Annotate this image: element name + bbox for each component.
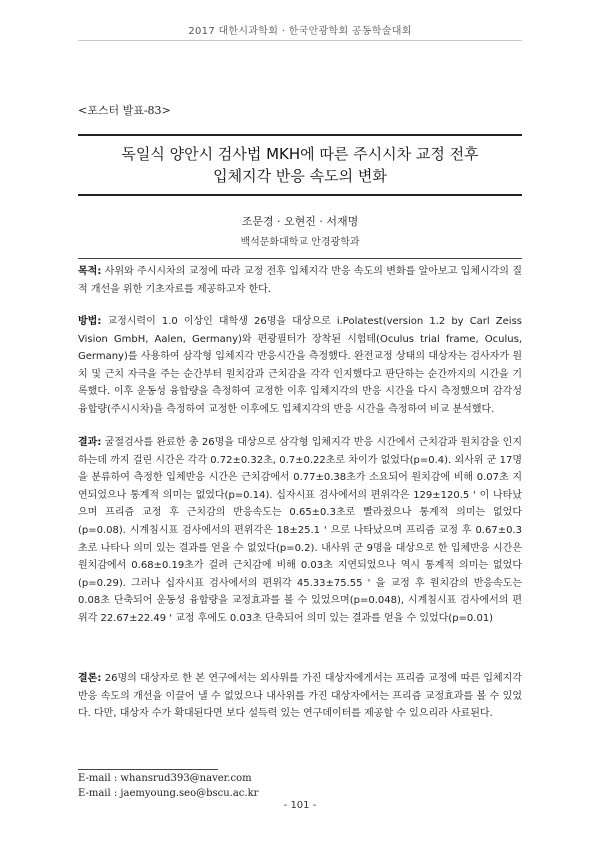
results-text: 굴절검사를 완료한 총 26명을 대상으로 삼각형 입체지각 반응 시간에서 근치감과 원치감을 인지하는데 까지 걸린 시간은 각각 0.72±0.32초, 0.7±0.22초로 차이가 없었다(p=0.4). 외사위 군 17명을 분류하여 측정한 입체반응 시간은 근치감에서 0.77±0.38초가 소요되어 원치감에 비해 0.07초 지연되었으나 통계적 의미는 없었다(p=0.14). 십자시표 검사에서의 편위각은 129±120.5 ' 이 나타났으며 프리즘 교정 후 근치감의 반응속도는 0.65±0.3초로 빨라졌으나 통계적 의미는 없었다(p=0.08). 시계침시표 검사에서의 편위각은 18±25.1 ' 으로 나타났으며 프리즘 교정 후 0.67±0.3초로 나타나 의미 있는 결과를 얻을 수 없었다(p=0.2). 내사위 군 9명을 대상으로 한 입체반응 시간은 원치감에서 0.68±0.19초가 걸려 근치감에 비해 0.03초 지연되었으나 역시 통계적 의미는 없었다(p=0.29). 그러나 십자시표 검사에서의 편위각 45.33±75.55 ' 을 교정 후 원치감의 반응속도는 0.08초 단축되어 운동성 융합량을 교정효과를 볼 수 있었으며(p=0.048), 시계침시표 검사에서의 편위각 22.67±22.49 ' 교정 후에도 0.03초 단축되어 의미 있는 결과를 얻을 수 있었다(p=0.01)	[78, 437, 522, 624]
conclusion-text: 26명의 대상자로 한 본 연구에서는 외사위를 가진 대상자에게서는 프리즘 교정에 따른 입체지각 반응 속도의 개선을 이끌어 낼 수 없었으나 내사위를 가진 대상자에서는 프리즘 교정효과를 볼 수 있었다. 다만, 대상자 수가 확대된다면 보다 설득력 있는 연구데이터를 제공할 수 있으리라 사료된다.	[78, 673, 522, 720]
affiliation: 백석문화대학교 안경광학과	[240, 237, 360, 248]
method-section	[78, 313, 522, 419]
page-number: - 101 -	[283, 800, 317, 811]
method-text: 교정시력이 1.0 이상인 대학생 26명을 대상으로 i.Polatest(version 1.2 by Carl Zeiss Vision GmbH, Aalen, Germany)와 편광필터가 장착된 시험테(Oculus trial frame, Oculus, Germany)를 사용하여 삼각형 입체지각 반응시간을 측정했다. 완전교정 상태의 대상자는 검사자가 원치 및 근치 자극을 주는 순간부터 원치감과 근치감을 각각 인지했다고 판단하는 순간까지의 시간을 기록했다. 이후 운동성 융합량을 측정하여 교정한 이후 입체지각의 반응 시간을 다시 측정했으며 감각성 융합량(주시시차)을 측정하여 교정한 이후에도 입체지각의 반응 시간을 측정하여 비교 분석했다.	[78, 316, 522, 415]
header-divider	[78, 40, 522, 41]
poster-tag: <포스터 발표-83>	[78, 104, 171, 117]
title-line-1: 독일식 양안시 검사법 MKH에 따른 주시시차 교정 전후	[121, 145, 479, 163]
email-1: E-mail : whansrud393@naver.com	[78, 773, 252, 784]
title-line-2: 입체지각 반응 속도의 변화	[213, 167, 387, 185]
email-2: E-mail : jaemyoung.seo@bscu.ac.kr	[78, 788, 259, 799]
conclusion-label: 결론:	[78, 673, 102, 684]
section-divider	[78, 258, 522, 259]
conclusion-section	[78, 670, 522, 723]
authors: 조문경 · 오현진 · 서재명	[241, 215, 359, 228]
results-section	[78, 434, 522, 628]
title-box	[78, 134, 522, 196]
results-label: 결과:	[78, 437, 102, 448]
conference-header: 2017 대한시과학회 · 한국안광학회 공동학술대회	[188, 26, 412, 37]
purpose-text: 사위와 주시시차의 교정에 따라 교정 전후 입체지각 반응 속도의 변화를 알아보고 입체시각의 질적 개선을 위한 기초자료를 제공하고자 한다.	[78, 266, 522, 295]
purpose-section	[78, 263, 522, 298]
footnote-divider	[78, 769, 218, 770]
purpose-label: 목적:	[78, 266, 102, 277]
method-label: 방법:	[78, 316, 102, 327]
